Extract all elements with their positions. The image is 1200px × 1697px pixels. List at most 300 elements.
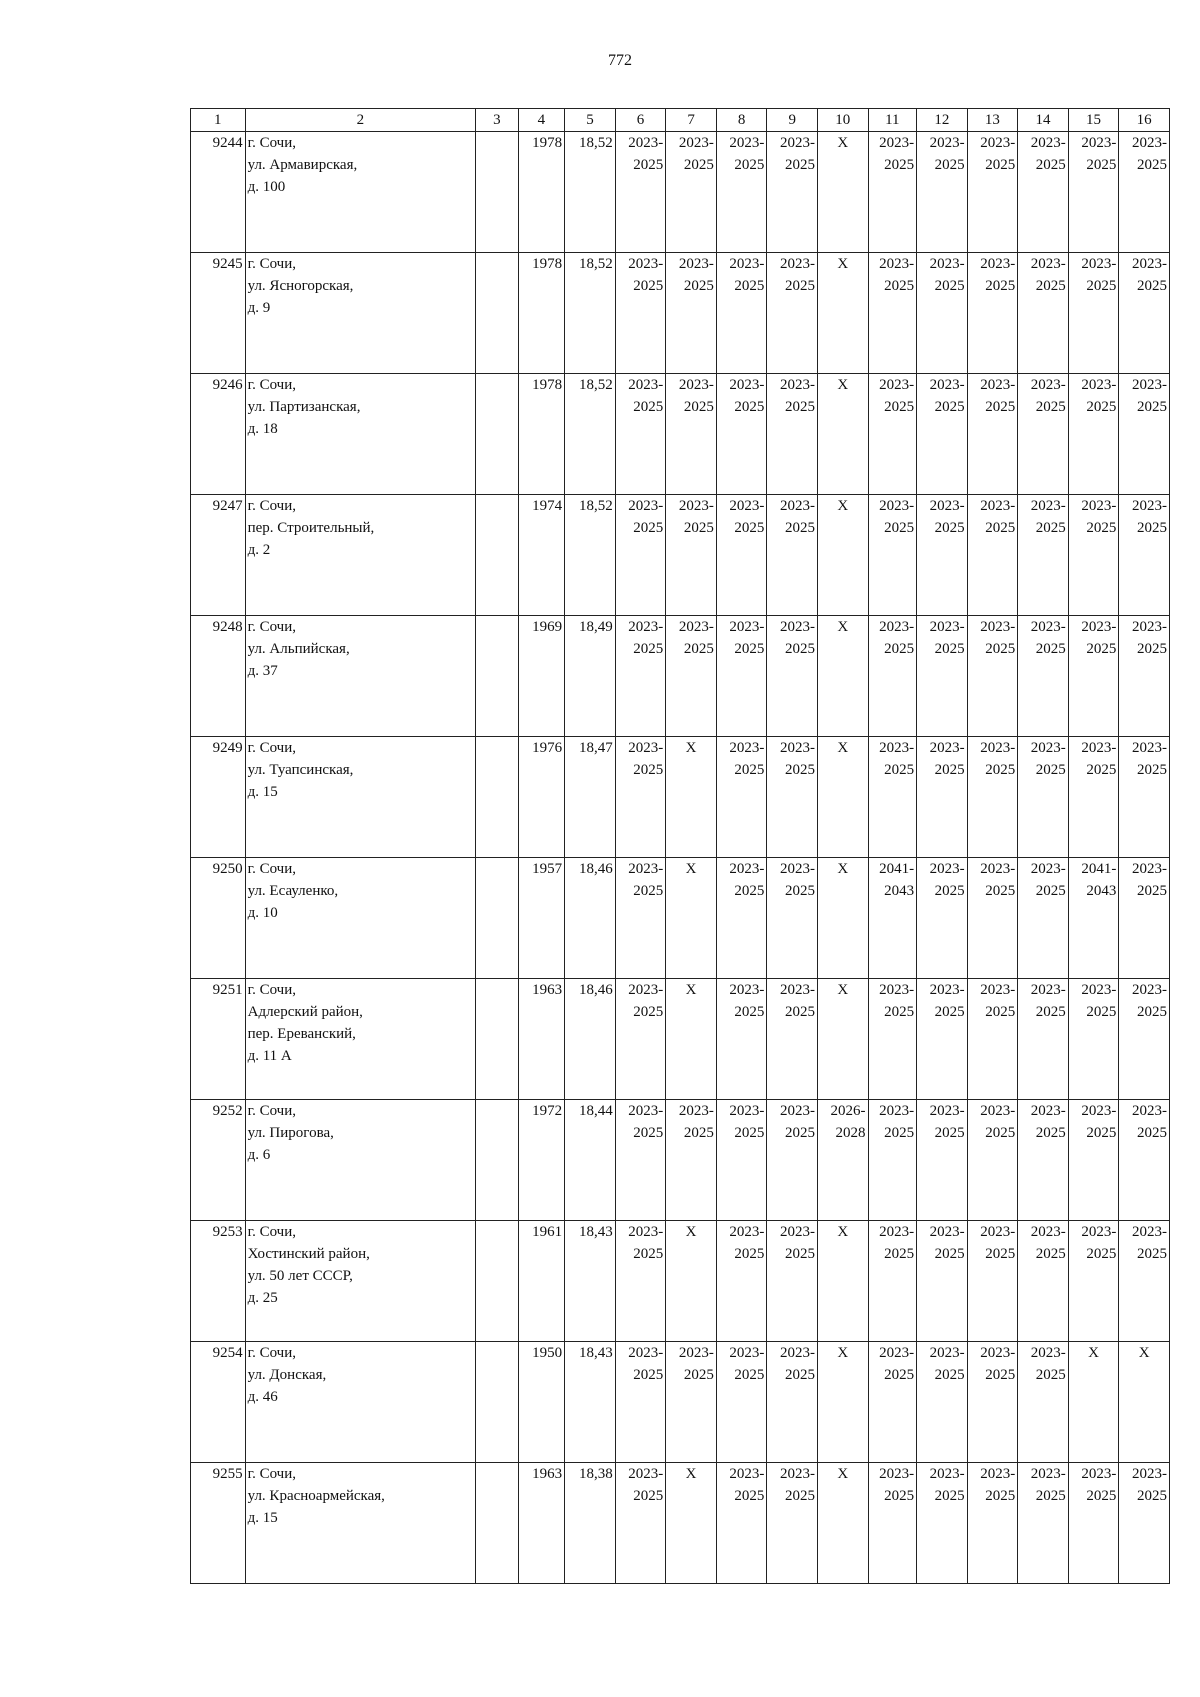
column-header: 16 xyxy=(1119,109,1170,132)
period-part: 2023- xyxy=(1132,1224,1167,1240)
period-cell xyxy=(767,858,818,979)
period-part: 2023- xyxy=(628,1103,664,1119)
period-part: 2023- xyxy=(678,1345,714,1361)
address-cell xyxy=(245,1342,476,1463)
address-line: г. Сочи, xyxy=(247,1466,297,1482)
period-cell xyxy=(767,1342,818,1463)
address-line: д. 25 xyxy=(247,1290,278,1306)
row-number: 9245 xyxy=(191,253,246,374)
period-part: 2025 xyxy=(683,520,714,536)
value-cell: 18,46 xyxy=(565,858,616,979)
period-part: 2023- xyxy=(678,498,714,514)
period-part: 2023- xyxy=(929,1224,965,1240)
period-cell xyxy=(1018,858,1069,979)
period-cell xyxy=(868,737,917,858)
period-part: 2025 xyxy=(884,278,915,294)
period-cell xyxy=(1068,616,1119,737)
address-cell xyxy=(245,253,476,374)
period-part: 2023- xyxy=(879,1345,915,1361)
table-row xyxy=(191,737,1170,858)
period-part: 2025 xyxy=(633,157,664,173)
period-part: 2023- xyxy=(779,982,815,998)
column-3-cell xyxy=(476,495,518,616)
period-part: 2025 xyxy=(985,883,1016,899)
table-row xyxy=(191,1221,1170,1342)
period-part: 2025 xyxy=(1137,399,1167,415)
period-cell xyxy=(615,1221,666,1342)
value-cell: 18,52 xyxy=(565,374,616,495)
period-part: 2025 xyxy=(1086,641,1117,657)
address-line: ул. 50 лет СССР, xyxy=(247,1268,353,1284)
not-applicable-mark: Х xyxy=(666,1463,717,1584)
period-part: 2025 xyxy=(1086,1125,1117,1141)
address-line: ул. Пирогова, xyxy=(247,1125,334,1141)
period-part: 2025 xyxy=(985,278,1016,294)
period-part: 2025 xyxy=(784,641,815,657)
address-line: г. Сочи, xyxy=(247,498,297,514)
year-cell: 1978 xyxy=(518,374,565,495)
period-part: 2023- xyxy=(628,135,664,151)
period-part: 2025 xyxy=(884,157,915,173)
period-cell xyxy=(716,737,767,858)
period-part: 2023- xyxy=(628,982,664,998)
period-cell xyxy=(868,979,917,1100)
period-part: 2025 xyxy=(1137,278,1167,294)
address-line: д. 18 xyxy=(247,421,278,437)
period-cell xyxy=(1018,1100,1069,1221)
period-part: 2025 xyxy=(934,1367,965,1383)
period-part: 2023- xyxy=(779,1345,815,1361)
year-cell: 1978 xyxy=(518,253,565,374)
period-part: 2023- xyxy=(678,256,714,272)
period-cell xyxy=(666,374,717,495)
column-header: 10 xyxy=(817,109,868,132)
address-line: д. 10 xyxy=(247,905,278,921)
period-part: 2023- xyxy=(779,619,815,635)
period-part: 2025 xyxy=(633,883,664,899)
period-cell xyxy=(967,132,1018,253)
period-part: 2023- xyxy=(628,740,664,756)
period-part: 2041- xyxy=(1081,861,1117,877)
address-cell xyxy=(245,1100,476,1221)
period-part: 2025 xyxy=(884,1004,915,1020)
period-part: 2025 xyxy=(1086,762,1117,778)
period-part: 2025 xyxy=(734,1246,765,1262)
period-cell xyxy=(917,253,968,374)
period-part: 2023- xyxy=(1132,135,1167,151)
period-part: 2023- xyxy=(779,1224,815,1240)
period-cell xyxy=(1018,374,1069,495)
period-cell xyxy=(666,1342,717,1463)
not-applicable-mark: Х xyxy=(817,979,868,1100)
period-part: 2023- xyxy=(980,256,1016,272)
row-number: 9248 xyxy=(191,616,246,737)
period-part: 2023- xyxy=(628,861,664,877)
period-part: 2025 xyxy=(934,762,965,778)
period-part: 2023- xyxy=(1030,619,1066,635)
period-cell xyxy=(868,1463,917,1584)
period-part: 2025 xyxy=(884,1488,915,1504)
period-cell xyxy=(1018,979,1069,1100)
period-part: 2025 xyxy=(1137,1246,1167,1262)
period-cell xyxy=(716,1342,767,1463)
address-cell xyxy=(245,1463,476,1584)
value-cell: 18,43 xyxy=(565,1221,616,1342)
year-cell: 1963 xyxy=(518,1463,565,1584)
period-cell xyxy=(1119,1100,1170,1221)
period-part: 2023- xyxy=(980,740,1016,756)
address-cell xyxy=(245,616,476,737)
period-part: 2023- xyxy=(779,1103,815,1119)
period-part: 2025 xyxy=(784,1125,815,1141)
period-part: 2025 xyxy=(633,1488,664,1504)
period-part: 2025 xyxy=(985,1246,1016,1262)
period-part: 2025 xyxy=(1137,1125,1167,1141)
column-header: 3 xyxy=(476,109,518,132)
page-number: 772 xyxy=(608,52,632,69)
period-part: 2023- xyxy=(779,740,815,756)
period-part: 2025 xyxy=(633,1246,664,1262)
not-applicable-mark: Х xyxy=(1119,1342,1170,1463)
value-cell: 18,47 xyxy=(565,737,616,858)
address-line: ул. Армавирская, xyxy=(247,157,358,173)
table-row xyxy=(191,1342,1170,1463)
period-part: 2023- xyxy=(1030,982,1066,998)
column-3-cell xyxy=(476,1463,518,1584)
period-part: 2025 xyxy=(633,641,664,657)
address-line: пер. Строительный, xyxy=(247,520,375,536)
period-part: 2023- xyxy=(980,377,1016,393)
period-part: 2023- xyxy=(1030,1466,1066,1482)
period-part: 2025 xyxy=(934,1004,965,1020)
not-applicable-mark: Х xyxy=(817,858,868,979)
address-line: д. 9 xyxy=(247,300,271,316)
period-cell xyxy=(767,1463,818,1584)
period-part: 2023- xyxy=(1132,740,1167,756)
address-line: г. Сочи, xyxy=(247,256,297,272)
period-part: 2025 xyxy=(784,883,815,899)
period-part: 2023- xyxy=(929,377,965,393)
period-cell xyxy=(868,374,917,495)
not-applicable-mark: Х xyxy=(817,1342,868,1463)
row-number: 9252 xyxy=(191,1100,246,1221)
period-part: 2025 xyxy=(1086,1246,1117,1262)
period-part: 2025 xyxy=(734,1488,765,1504)
period-cell xyxy=(615,1342,666,1463)
period-cell xyxy=(1018,253,1069,374)
period-part: 2025 xyxy=(884,520,915,536)
period-cell xyxy=(1068,858,1119,979)
period-part: 2023- xyxy=(1081,740,1117,756)
address-cell xyxy=(245,132,476,253)
period-cell xyxy=(615,374,666,495)
header-row xyxy=(191,109,1170,132)
not-applicable-mark: Х xyxy=(666,737,717,858)
period-cell xyxy=(615,1100,666,1221)
row-number: 9254 xyxy=(191,1342,246,1463)
period-part: 2025 xyxy=(1035,883,1066,899)
period-part: 2025 xyxy=(1086,278,1117,294)
period-cell xyxy=(1119,616,1170,737)
period-cell xyxy=(716,374,767,495)
column-3-cell xyxy=(476,858,518,979)
not-applicable-mark: Х xyxy=(666,979,717,1100)
value-cell: 18,38 xyxy=(565,1463,616,1584)
period-part: 2025 xyxy=(734,157,765,173)
period-part: 2023- xyxy=(1132,498,1167,514)
period-part: 2023- xyxy=(628,619,664,635)
address-line: ул. Красноармейская, xyxy=(247,1488,385,1504)
period-cell xyxy=(615,979,666,1100)
period-part: 2023- xyxy=(929,135,965,151)
period-part: 2023- xyxy=(879,982,915,998)
period-part: 2025 xyxy=(1035,1125,1066,1141)
period-cell xyxy=(967,616,1018,737)
period-part: 2025 xyxy=(1035,157,1066,173)
table-row xyxy=(191,858,1170,979)
period-cell xyxy=(666,495,717,616)
column-header: 13 xyxy=(967,109,1018,132)
table-row xyxy=(191,253,1170,374)
period-cell xyxy=(1018,1221,1069,1342)
period-part: 2025 xyxy=(1086,157,1117,173)
period-part: 2023- xyxy=(1081,619,1117,635)
table-row xyxy=(191,979,1170,1100)
period-part: 2025 xyxy=(985,762,1016,778)
period-part: 2023- xyxy=(929,861,965,877)
table-row xyxy=(191,1100,1170,1221)
address-cell xyxy=(245,858,476,979)
period-part: 2025 xyxy=(734,399,765,415)
period-cell xyxy=(666,132,717,253)
address-line: пер. Ереванский, xyxy=(247,1026,356,1042)
period-part: 2023- xyxy=(929,619,965,635)
period-part: 2025 xyxy=(683,641,714,657)
period-part: 2023- xyxy=(1132,1103,1167,1119)
period-part: 2023- xyxy=(929,1345,965,1361)
period-cell xyxy=(1068,1100,1119,1221)
period-cell xyxy=(1068,1221,1119,1342)
period-part: 2025 xyxy=(934,641,965,657)
period-part: 2025 xyxy=(633,399,664,415)
period-part: 2023- xyxy=(1030,1103,1066,1119)
not-applicable-mark: Х xyxy=(666,1221,717,1342)
period-part: 2025 xyxy=(734,762,765,778)
period-part: 2023- xyxy=(729,861,765,877)
period-cell xyxy=(868,1342,917,1463)
period-part: 2023- xyxy=(628,377,664,393)
period-cell xyxy=(917,1221,968,1342)
period-cell xyxy=(868,1100,917,1221)
period-part: 2025 xyxy=(1137,1488,1167,1504)
address-line: д. 11 А xyxy=(247,1048,292,1064)
period-part: 2023- xyxy=(1132,1466,1167,1482)
period-part: 2023- xyxy=(980,982,1016,998)
period-part: 2023- xyxy=(1081,256,1117,272)
column-header: 6 xyxy=(615,109,666,132)
column-3-cell xyxy=(476,737,518,858)
year-cell: 1969 xyxy=(518,616,565,737)
address-line: ул. Партизанская, xyxy=(247,399,361,415)
address-line: д. 37 xyxy=(247,663,278,679)
period-cell xyxy=(666,253,717,374)
period-cell xyxy=(967,858,1018,979)
period-cell xyxy=(615,253,666,374)
period-part: 2025 xyxy=(934,399,965,415)
period-cell xyxy=(868,1221,917,1342)
address-line: ул. Туапсинская, xyxy=(247,762,354,778)
period-cell xyxy=(767,616,818,737)
table-row xyxy=(191,374,1170,495)
period-part: 2023- xyxy=(678,135,714,151)
period-part: 2025 xyxy=(1035,520,1066,536)
period-cell xyxy=(1068,253,1119,374)
period-part: 2025 xyxy=(1137,883,1167,899)
period-part: 2023- xyxy=(1081,498,1117,514)
period-part: 2025 xyxy=(985,1367,1016,1383)
period-part: 2023- xyxy=(879,1103,915,1119)
row-number: 9246 xyxy=(191,374,246,495)
period-part: 2023- xyxy=(1132,256,1167,272)
period-part: 2023- xyxy=(1030,861,1066,877)
period-part: 2041- xyxy=(879,861,915,877)
period-part: 2023- xyxy=(1132,619,1167,635)
period-part: 2023- xyxy=(980,861,1016,877)
period-part: 2023- xyxy=(729,1345,765,1361)
period-part: 2023- xyxy=(729,1466,765,1482)
row-number: 9250 xyxy=(191,858,246,979)
period-part: 2025 xyxy=(683,157,714,173)
period-part: 2025 xyxy=(633,1367,664,1383)
period-part: 2023- xyxy=(729,982,765,998)
column-3-cell xyxy=(476,1100,518,1221)
period-cell xyxy=(1018,616,1069,737)
period-part: 2025 xyxy=(784,1004,815,1020)
period-part: 2025 xyxy=(683,278,714,294)
period-part: 2023- xyxy=(729,256,765,272)
period-part: 2025 xyxy=(934,1488,965,1504)
period-cell xyxy=(817,1100,868,1221)
period-part: 2025 xyxy=(934,520,965,536)
period-cell xyxy=(868,616,917,737)
period-cell xyxy=(615,858,666,979)
period-part: 2023- xyxy=(980,1103,1016,1119)
period-part: 2025 xyxy=(784,278,815,294)
period-cell xyxy=(1119,1221,1170,1342)
address-line: д. 100 xyxy=(247,179,286,195)
period-part: 2025 xyxy=(985,641,1016,657)
period-part: 2025 xyxy=(934,278,965,294)
period-cell xyxy=(767,979,818,1100)
period-cell xyxy=(917,1100,968,1221)
column-header: 5 xyxy=(565,109,616,132)
period-cell xyxy=(767,737,818,858)
period-cell xyxy=(967,1463,1018,1584)
address-line: д. 15 xyxy=(247,1510,278,1526)
period-cell xyxy=(868,132,917,253)
address-line: д. 46 xyxy=(247,1389,278,1405)
period-cell xyxy=(967,253,1018,374)
registry-table xyxy=(190,108,1170,1584)
address-line: Хостинский район, xyxy=(247,1246,370,1262)
period-part: 2025 xyxy=(1035,399,1066,415)
period-cell xyxy=(917,1463,968,1584)
address-cell xyxy=(245,737,476,858)
period-part: 2025 xyxy=(1137,157,1167,173)
period-part: 2023- xyxy=(1081,1466,1117,1482)
not-applicable-mark: Х xyxy=(1068,1342,1119,1463)
period-part: 2023- xyxy=(879,135,915,151)
period-cell xyxy=(1119,132,1170,253)
column-header: 9 xyxy=(767,109,818,132)
period-part: 2023- xyxy=(1030,1224,1066,1240)
period-part: 2025 xyxy=(1035,641,1066,657)
period-part: 2025 xyxy=(884,399,915,415)
period-cell xyxy=(716,979,767,1100)
period-part: 2023- xyxy=(879,619,915,635)
period-part: 2025 xyxy=(784,1488,815,1504)
year-cell: 1963 xyxy=(518,979,565,1100)
period-part: 2025 xyxy=(683,1367,714,1383)
column-header: 7 xyxy=(666,109,717,132)
period-cell xyxy=(1119,374,1170,495)
period-cell xyxy=(1018,132,1069,253)
address-line: ул. Донская, xyxy=(247,1367,327,1383)
period-cell xyxy=(917,374,968,495)
period-part: 2023- xyxy=(729,619,765,635)
period-part: 2025 xyxy=(784,157,815,173)
period-cell xyxy=(1119,858,1170,979)
period-part: 2025 xyxy=(633,762,664,778)
period-cell xyxy=(767,253,818,374)
period-part: 2023- xyxy=(879,377,915,393)
period-cell xyxy=(716,1463,767,1584)
not-applicable-mark: Х xyxy=(817,737,868,858)
year-cell: 1957 xyxy=(518,858,565,979)
column-header: 15 xyxy=(1068,109,1119,132)
period-part: 2025 xyxy=(1137,762,1167,778)
period-part: 2023- xyxy=(1081,1224,1117,1240)
period-part: 2023- xyxy=(1132,377,1167,393)
period-part: 2023- xyxy=(628,1224,664,1240)
period-part: 2025 xyxy=(884,641,915,657)
period-part: 2023- xyxy=(1030,377,1066,393)
address-line: ул. Ясногорская, xyxy=(247,278,354,294)
column-header: 4 xyxy=(518,109,565,132)
column-3-cell xyxy=(476,979,518,1100)
period-part: 2023- xyxy=(879,1224,915,1240)
period-part: 2025 xyxy=(683,1125,714,1141)
period-part: 2023- xyxy=(729,135,765,151)
address-line: г. Сочи, xyxy=(247,135,297,151)
address-line: г. Сочи, xyxy=(247,740,297,756)
period-part: 2025 xyxy=(985,1125,1016,1141)
period-part: 2023- xyxy=(779,377,815,393)
value-cell: 18,52 xyxy=(565,132,616,253)
period-part: 2025 xyxy=(734,1004,765,1020)
not-applicable-mark: Х xyxy=(817,495,868,616)
period-part: 2025 xyxy=(683,399,714,415)
period-part: 2025 xyxy=(934,883,965,899)
year-cell: 1972 xyxy=(518,1100,565,1221)
period-cell xyxy=(615,737,666,858)
period-part: 2023- xyxy=(779,861,815,877)
period-part: 2023- xyxy=(929,982,965,998)
period-cell xyxy=(1119,1463,1170,1584)
period-part: 2023- xyxy=(729,498,765,514)
period-cell xyxy=(716,616,767,737)
address-line: г. Сочи, xyxy=(247,1224,297,1240)
